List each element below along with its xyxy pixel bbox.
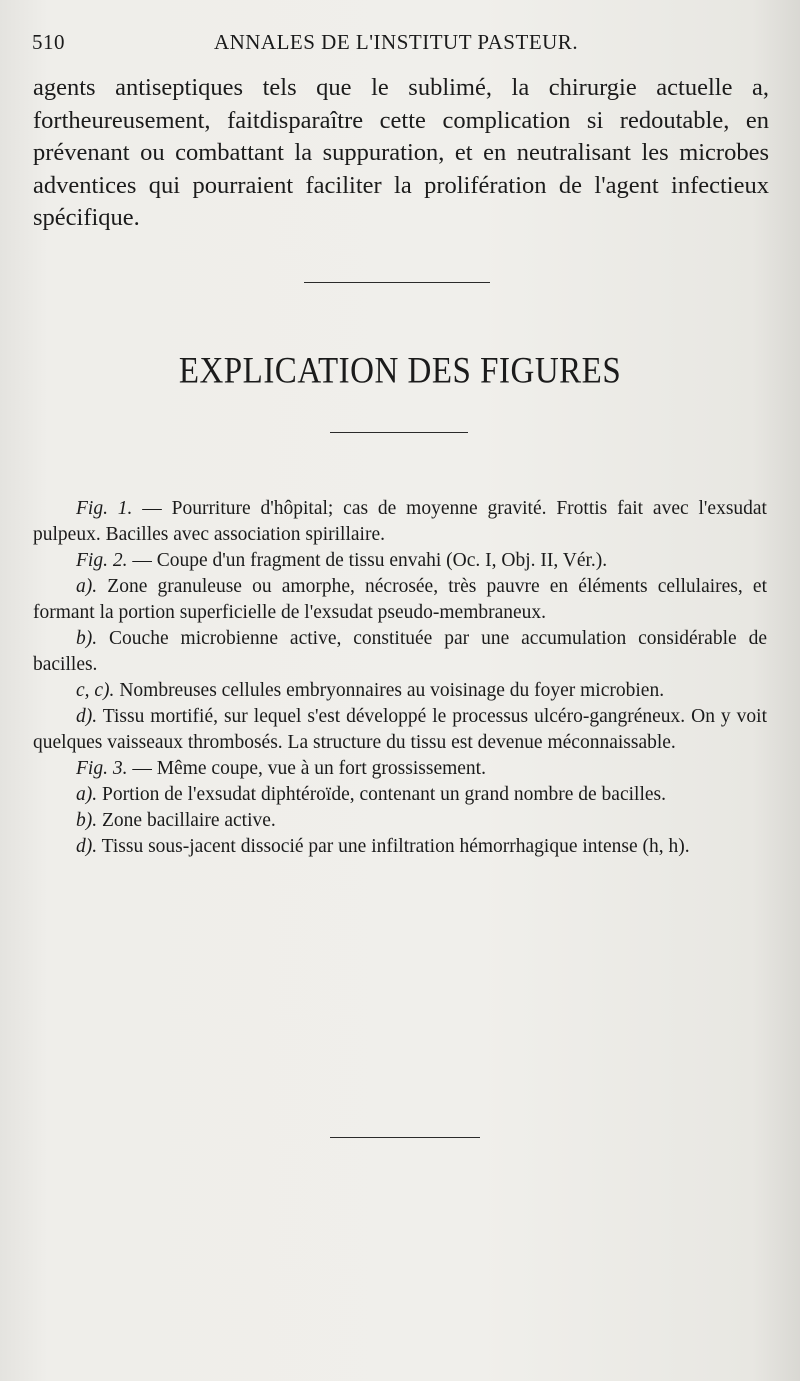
figure-text: — Pourriture d'hôpital; cas de moyenne gravité. Frottis fait avec l'exsudat pulpeux. Bacilles avec association spirillaire. <box>33 498 767 545</box>
figure-label: Fig. 3. <box>76 758 128 779</box>
figure-label: b). <box>76 810 98 831</box>
figure-text: Zone granuleuse ou amorphe, nécrosée, très pauvre en éléments cellulaires, et formant la portion superficielle de l'exsudat pseudo-membraneux. <box>33 576 767 623</box>
figure-label: d). <box>76 836 98 857</box>
figure-label: Fig. 1. <box>76 498 133 519</box>
figure-explanations <box>33 496 767 860</box>
intro-paragraph <box>33 72 769 235</box>
figure-text: Couche microbienne active, constituée par une accumulation considérable de bacilles. <box>33 628 767 675</box>
figure-text: Tissu sous-jacent dissocié par une infiltration hémorrhagique intense (h, h). <box>97 836 690 857</box>
figure-text: — Même coupe, vue à un fort grossissement. <box>127 758 486 779</box>
page-number: 510 <box>32 30 65 54</box>
running-title: ANNALES DE L'INSTITUT PASTEUR. <box>213 30 579 54</box>
figure-entry <box>33 574 767 626</box>
figure-label: c, c). <box>76 680 115 701</box>
figure-label: d). <box>76 706 98 727</box>
figure-entry <box>33 496 767 548</box>
figure-entry <box>33 756 767 782</box>
figure-label: Fig. 2. <box>76 550 128 571</box>
figure-entry <box>33 678 767 704</box>
figure-text: Nombreuses cellules embryonnaires au voisinage du foyer microbien. <box>114 680 665 701</box>
intro-text: agents antiseptiques tels que le sublimé, la chirurgie actuelle a, fortheureusement, faitdisparaître cette complication si redoutable, en prévenant ou combattant la suppuration, et en neutralisant les microbes adventices qui pourraient faciliter la prolifération de l'agent infectieux spécifique. <box>33 74 769 231</box>
figure-text: Tissu mortifié, sur lequel s'est développé le processus ulcéro-gangréneux. On y voit quelques vaisseaux thrombosés. La structure du tissu est devenue méconnaissable. <box>33 706 767 753</box>
separator-rule <box>304 282 490 283</box>
figure-entry <box>33 808 767 834</box>
figure-label: b). <box>76 628 98 649</box>
figure-text: — Coupe d'un fragment de tissu envahi (Oc. I, Obj. II, Vér.). <box>127 550 608 571</box>
figure-entry <box>33 548 767 574</box>
figure-text: Zone bacillaire active. <box>97 810 276 831</box>
page-header <box>32 30 760 58</box>
figure-entry <box>33 626 767 678</box>
title-underline-rule <box>330 432 468 433</box>
figure-entry <box>33 834 767 860</box>
figure-entry <box>33 782 767 808</box>
figure-label: a). <box>76 784 98 805</box>
figure-entry <box>33 704 767 756</box>
section-title: EXPLICATION DES FIGURES <box>178 351 622 392</box>
figure-label: a). <box>76 576 98 597</box>
figure-text: Portion de l'exsudat diphtéroïde, contenant un grand nombre de bacilles. <box>97 784 666 805</box>
end-rule <box>330 1137 480 1138</box>
